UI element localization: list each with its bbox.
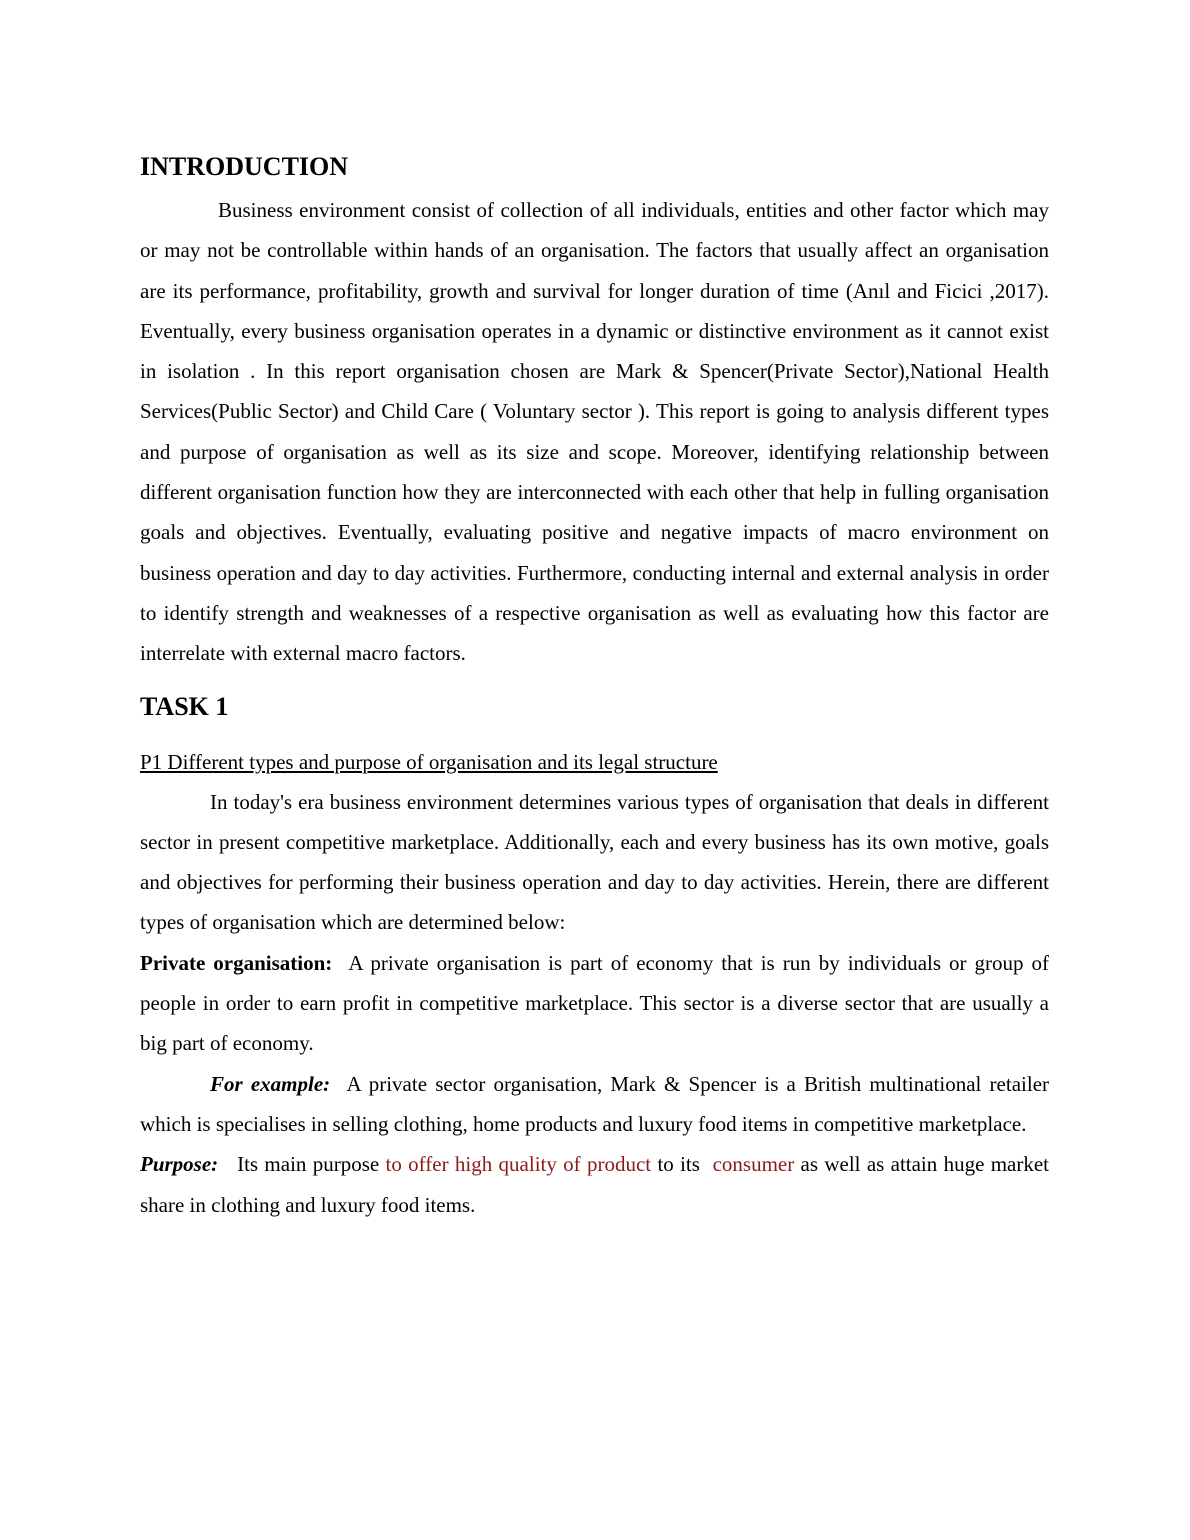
introduction-paragraph: Business environment consist of collection of all individuals, entities and other factor which may or may not be controllable within hands of an organisation. The factors that usually affect an organisation are its performance, profitability, growth and survival for longer duration of time (Anıl and Ficici ,2017). Eventually, every business organisation operates in a dynamic or distinctive environment as it cannot exist in isolation . In this report organisation chosen are Mark & Spencer(Private Sector),National Health Services(Public Sector) and Child Care ( Voluntary sector ). This report is going to analysis different types and purpose of organisation as well as its size and scope. Moreover, identifying relationship between different organisation function how they are interconnected with each other that help in fulling organisation goals and objectives. Eventually, evaluating positive and negative impacts of macro environment on business operation and day to day activities. Furthermore, conducting internal and external analysis in order to identify strength and weaknesses of a respective organisation as well as evaluating how this factor are interrelate with external macro factors.	[140, 198, 1049, 666]
purpose-highlight-1: to offer high quality of product	[385, 1152, 652, 1177]
example-label: For example:	[210, 1071, 331, 1096]
purpose-paragraph	[140, 1144, 1049, 1225]
purpose-text-3: as well as attain huge market share in clothing and luxury food items.	[140, 1152, 1050, 1217]
task1-heading: TASK 1	[140, 691, 229, 721]
p1-subheading: P1 Different types and purpose of organisation and its legal structure	[140, 749, 718, 774]
task1-intro-paragraph: In today's era business environment determines various types of organisation that deals in different sector in present competitive marketplace. Additionally, each and every business has its own motive, goals and objectives for performing their business operation and day to day activities. Herein, there are different types of organisation which are determined below:	[140, 789, 1049, 935]
purpose-highlight-2: consumer	[712, 1152, 795, 1177]
document-page	[140, 150, 1049, 1225]
introduction-heading: INTRODUCTION	[140, 152, 349, 181]
purpose-text-1: Its main purpose	[237, 1152, 380, 1177]
example-paragraph	[140, 1064, 1049, 1145]
private-organisation-text: A private organisation is part of economy that is run by individuals or group of people in order to earn profit in competitive marketplace. This sector is a diverse sector that are usually a big part of economy.	[140, 950, 1050, 1056]
purpose-text-2: to its	[657, 1152, 700, 1177]
private-organisation-paragraph	[140, 943, 1049, 1064]
purpose-label: Purpose:	[140, 1152, 219, 1177]
example-text: A private sector organisation, Mark & Spencer is a British multinational retailer which is specialises in selling clothing, home products and luxury food items in competitive marketplace.	[140, 1071, 1050, 1136]
private-organisation-label: Private organisation:	[140, 950, 333, 975]
